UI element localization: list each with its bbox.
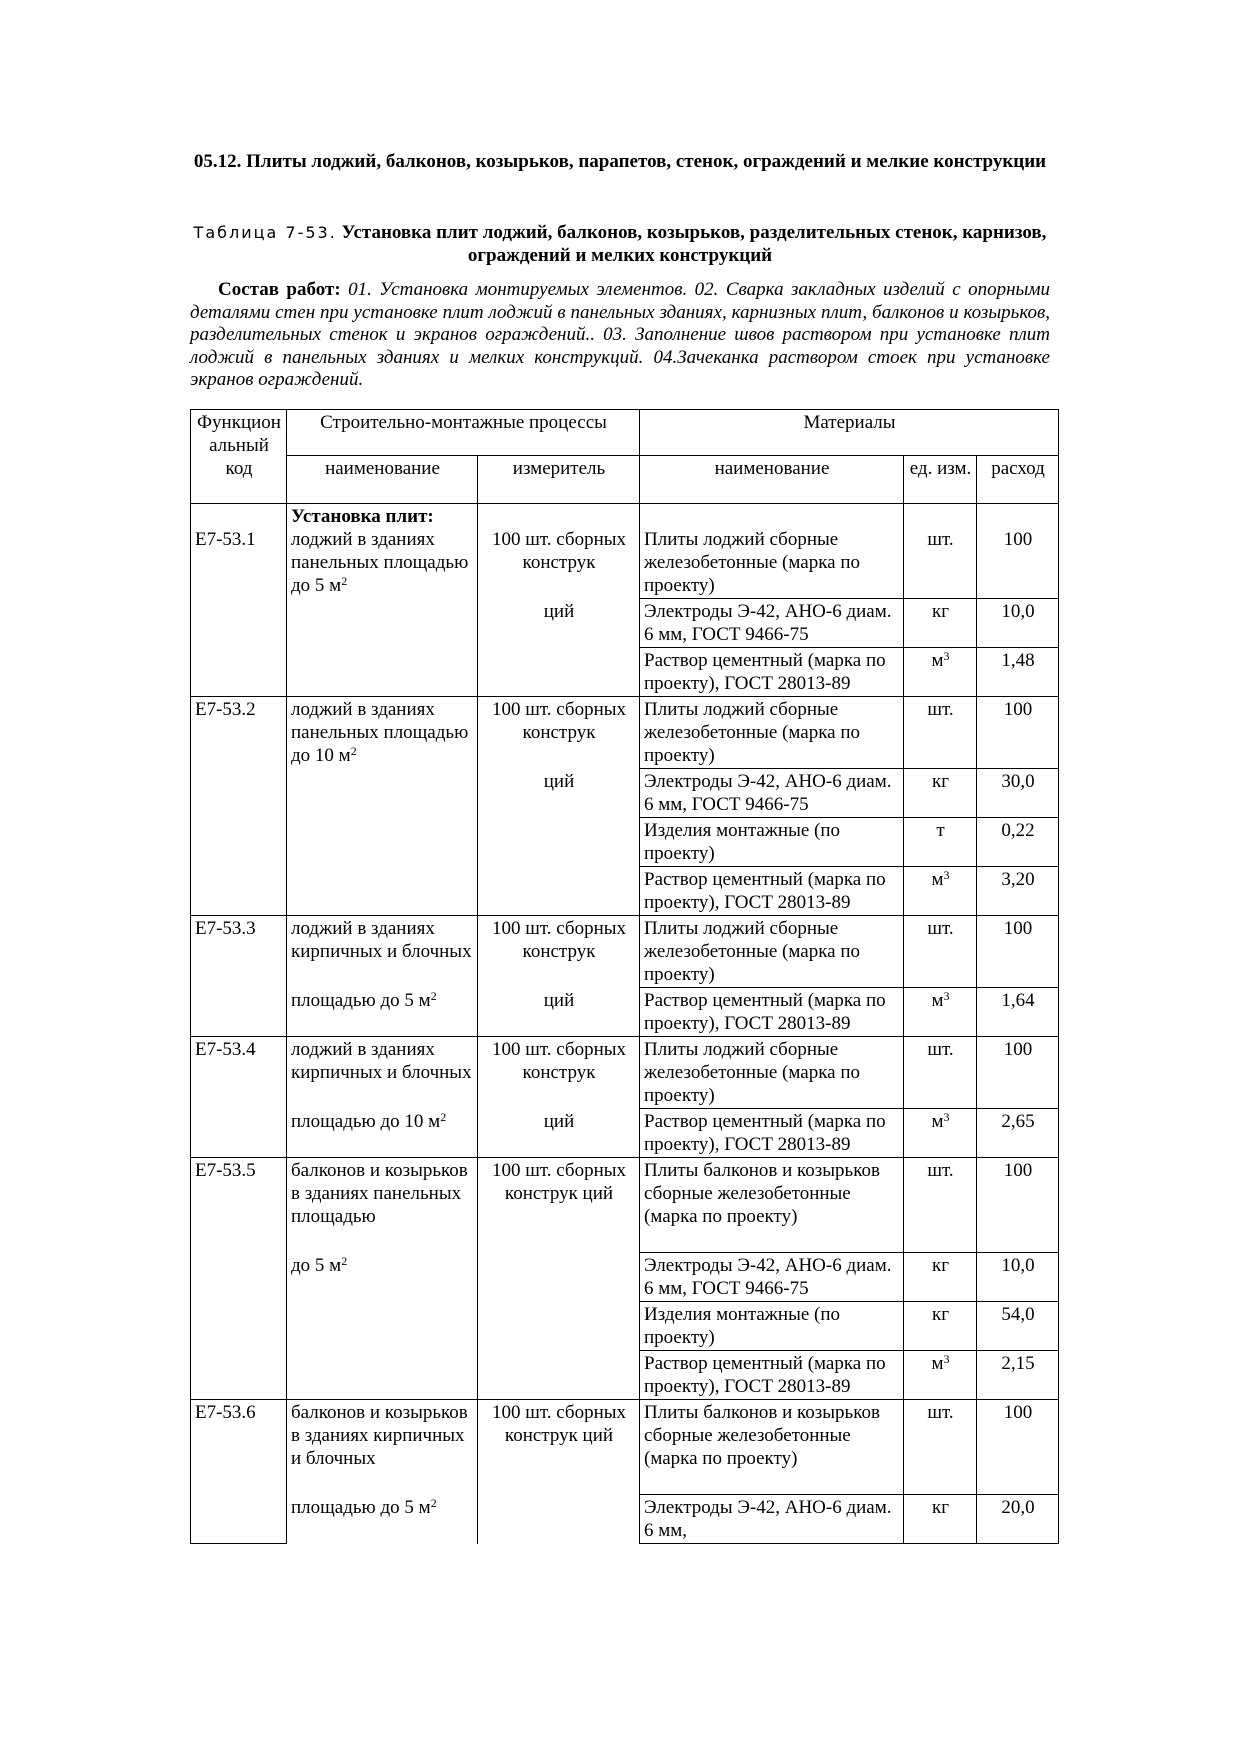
- table-row: [191, 504, 1059, 599]
- header-materials: Материалы: [640, 410, 1059, 456]
- material-name: Электроды Э-42, АНО-6 диам. 6 мм, ГОСТ 9466-75: [640, 769, 904, 818]
- material-unit: $м^3$: [904, 648, 977, 697]
- material-unit: кг: [904, 1253, 977, 1302]
- row-code: Е7-53.5: [191, 1158, 287, 1400]
- table-caption-label: Таблица 7-53.: [193, 223, 337, 242]
- material-unit: т: [904, 818, 977, 867]
- material-qty: 0,22: [977, 818, 1059, 867]
- table-row: [191, 1109, 1059, 1158]
- header-material-name: наименование: [640, 456, 904, 504]
- row-process: балконов и козырьков в зданиях панельных площадью: [287, 1158, 478, 1253]
- header-consumption: расход: [977, 456, 1059, 504]
- norms-table: [190, 409, 1059, 1544]
- material-qty: 2,65: [977, 1109, 1059, 1158]
- header-unit: ед. изм.: [904, 456, 977, 504]
- material-qty: 30,0: [977, 769, 1059, 818]
- material-name: Электроды Э-42, АНО-6 диам. 6 мм, ГОСТ 9466-75: [640, 599, 904, 648]
- material-name: Изделия монтажные (по проекту): [640, 1302, 904, 1351]
- header-process-name: наименование: [287, 456, 478, 504]
- material-name: Раствор цементный (марка по проекту), ГОСТ 28013-89: [640, 1351, 904, 1400]
- material-name: Изделия монтажные (по проекту): [640, 818, 904, 867]
- material-qty: 100: [977, 1037, 1059, 1109]
- material-name: Электроды Э-42, АНО-6 диам. 6 мм, ГОСТ 9466-75: [640, 1253, 904, 1302]
- material-qty: 100: [977, 504, 1059, 599]
- header-processes: Строительно-монтажные процессы: [287, 410, 640, 456]
- material-name: Плиты балконов и козырьков сборные железобетонные (марка по проекту): [640, 1158, 904, 1253]
- material-qty: 100: [977, 1400, 1059, 1495]
- material-unit: шт.: [904, 697, 977, 769]
- row-process: лоджий в зданиях кирпичных и блочных: [287, 916, 478, 988]
- material-unit: кг: [904, 1302, 977, 1351]
- table-row: [191, 988, 1059, 1037]
- row-meter-cont: ций: [478, 599, 640, 697]
- row-meter: 100 шт. сборных конструк: [478, 1037, 640, 1109]
- material-name: Раствор цементный (марка по проекту), ГОСТ 28013-89: [640, 648, 904, 697]
- row-process-cont: площадью до 10 $м^2$: [287, 1109, 478, 1158]
- material-name: Плиты лоджий сборные железобетонные (марка по проекту): [640, 697, 904, 769]
- material-name: Плиты лоджий сборные железобетонные (марка по проекту): [640, 1037, 904, 1109]
- material-qty: 100: [977, 697, 1059, 769]
- material-qty: 3,20: [977, 867, 1059, 916]
- row-process: балконов и козырьков в зданиях кирпичных и блочных: [287, 1400, 478, 1495]
- material-unit: $м^3$: [904, 1109, 977, 1158]
- material-qty: 10,0: [977, 1253, 1059, 1302]
- row-process-cont: площадью до 5 $м^2$: [287, 988, 478, 1037]
- table-caption-title: Установка плит лоджий, балконов, козырьков, разделительных стенок, карнизов, ограждений и мелких конструкций: [341, 222, 1047, 266]
- row-meter-cont: ций: [478, 1109, 640, 1158]
- material-unit: $м^3$: [904, 1351, 977, 1400]
- material-unit: $м^3$: [904, 867, 977, 916]
- material-name: Раствор цементный (марка по проекту), ГОСТ 28013-89: [640, 1109, 904, 1158]
- work-composition: [190, 279, 1050, 392]
- row-process: лоджий в зданиях панельных площадью до 10 $м^2$: [287, 697, 478, 916]
- material-qty: 2,15: [977, 1351, 1059, 1400]
- material-unit: шт.: [904, 1037, 977, 1109]
- row-meter: 100 шт. сборных конструк ций: [478, 1158, 640, 1400]
- table-row: [191, 697, 1059, 769]
- material-name: Электроды Э-42, АНО-6 диам. 6 мм,: [640, 1495, 904, 1544]
- material-unit: шт.: [904, 1158, 977, 1253]
- row-process-cont: площадью до 5 $м^2$: [287, 1495, 478, 1544]
- table-row: [191, 1400, 1059, 1495]
- table-row: [191, 1037, 1059, 1109]
- row-meter: 100 шт. сборных конструк: [478, 697, 640, 769]
- material-unit: шт.: [904, 1400, 977, 1495]
- material-name: Плиты лоджий сборные железобетонные (марка по проекту): [640, 504, 904, 599]
- material-unit: кг: [904, 769, 977, 818]
- table-row: [191, 916, 1059, 988]
- material-qty: 20,0: [977, 1495, 1059, 1544]
- material-qty: 1,64: [977, 988, 1059, 1037]
- header-row-1: [191, 410, 1059, 456]
- row-code: Е7-53.6: [191, 1400, 287, 1544]
- material-qty: 10,0: [977, 599, 1059, 648]
- material-unit: шт.: [904, 504, 977, 599]
- material-unit: кг: [904, 599, 977, 648]
- row-process: Установка плит: лоджий в зданиях панельных площадью до 5 $м^2$: [287, 504, 478, 697]
- row-meter-cont: ций: [478, 769, 640, 916]
- row-process: лоджий в зданиях кирпичных и блочных: [287, 1037, 478, 1109]
- row-code: Е7-53.1: [191, 504, 287, 697]
- row-code: Е7-53.4: [191, 1037, 287, 1158]
- material-unit: кг: [904, 1495, 977, 1544]
- work-composition-text: 01. Установка монтируемых элементов. 02. Сварка закладных изделий с опорными деталями стен при установке плит лоджий в панельных зданиях, карнизных плит, балконов и козырьков, разделительных стенок и экранов ограждений.. 03. Заполнение швов раствором при установке плит лоджий в панельных зданиях и мелких конструкций. 04.Зачеканка раствором стоек при установке экранов ограждений.: [190, 279, 1050, 390]
- table-row: [191, 1158, 1059, 1253]
- row-meter: 100 шт. сборных конструк: [478, 916, 640, 988]
- header-row-2: [191, 456, 1059, 504]
- header-meter: измеритель: [478, 456, 640, 504]
- material-qty: 100: [977, 1158, 1059, 1253]
- material-unit: $м^3$: [904, 988, 977, 1037]
- material-qty: 1,48: [977, 648, 1059, 697]
- material-name: Плиты балконов и козырьков сборные железобетонные (марка по проекту): [640, 1400, 904, 1495]
- material-unit: шт.: [904, 916, 977, 988]
- material-name: Раствор цементный (марка по проекту), ГОСТ 28013-89: [640, 867, 904, 916]
- group-heading: Установка плит:: [291, 506, 434, 527]
- row-meter: 100 шт. сборных конструк ций: [478, 1400, 640, 1544]
- material-qty: 100: [977, 916, 1059, 988]
- section-title: 05.12. Плиты лоджий, балконов, козырьков, парапетов, стенок, ограждений и мелкие конструкции: [193, 151, 1047, 172]
- row-meter-cont: ций: [478, 988, 640, 1037]
- row-code: Е7-53.3: [191, 916, 287, 1037]
- row-meter: 100 шт. сборных конструк: [478, 504, 640, 599]
- table-caption: [190, 221, 1050, 267]
- material-name: Раствор цементный (марка по проекту), ГОСТ 28013-89: [640, 988, 904, 1037]
- material-qty: 54,0: [977, 1302, 1059, 1351]
- work-composition-lead: Состав работ:: [218, 279, 341, 300]
- row-process-cont: до 5 $м^2$: [287, 1253, 478, 1400]
- row-code: Е7-53.2: [191, 697, 287, 916]
- header-code: Функцион альный код: [191, 410, 287, 504]
- material-name: Плиты лоджий сборные железобетонные (марка по проекту): [640, 916, 904, 988]
